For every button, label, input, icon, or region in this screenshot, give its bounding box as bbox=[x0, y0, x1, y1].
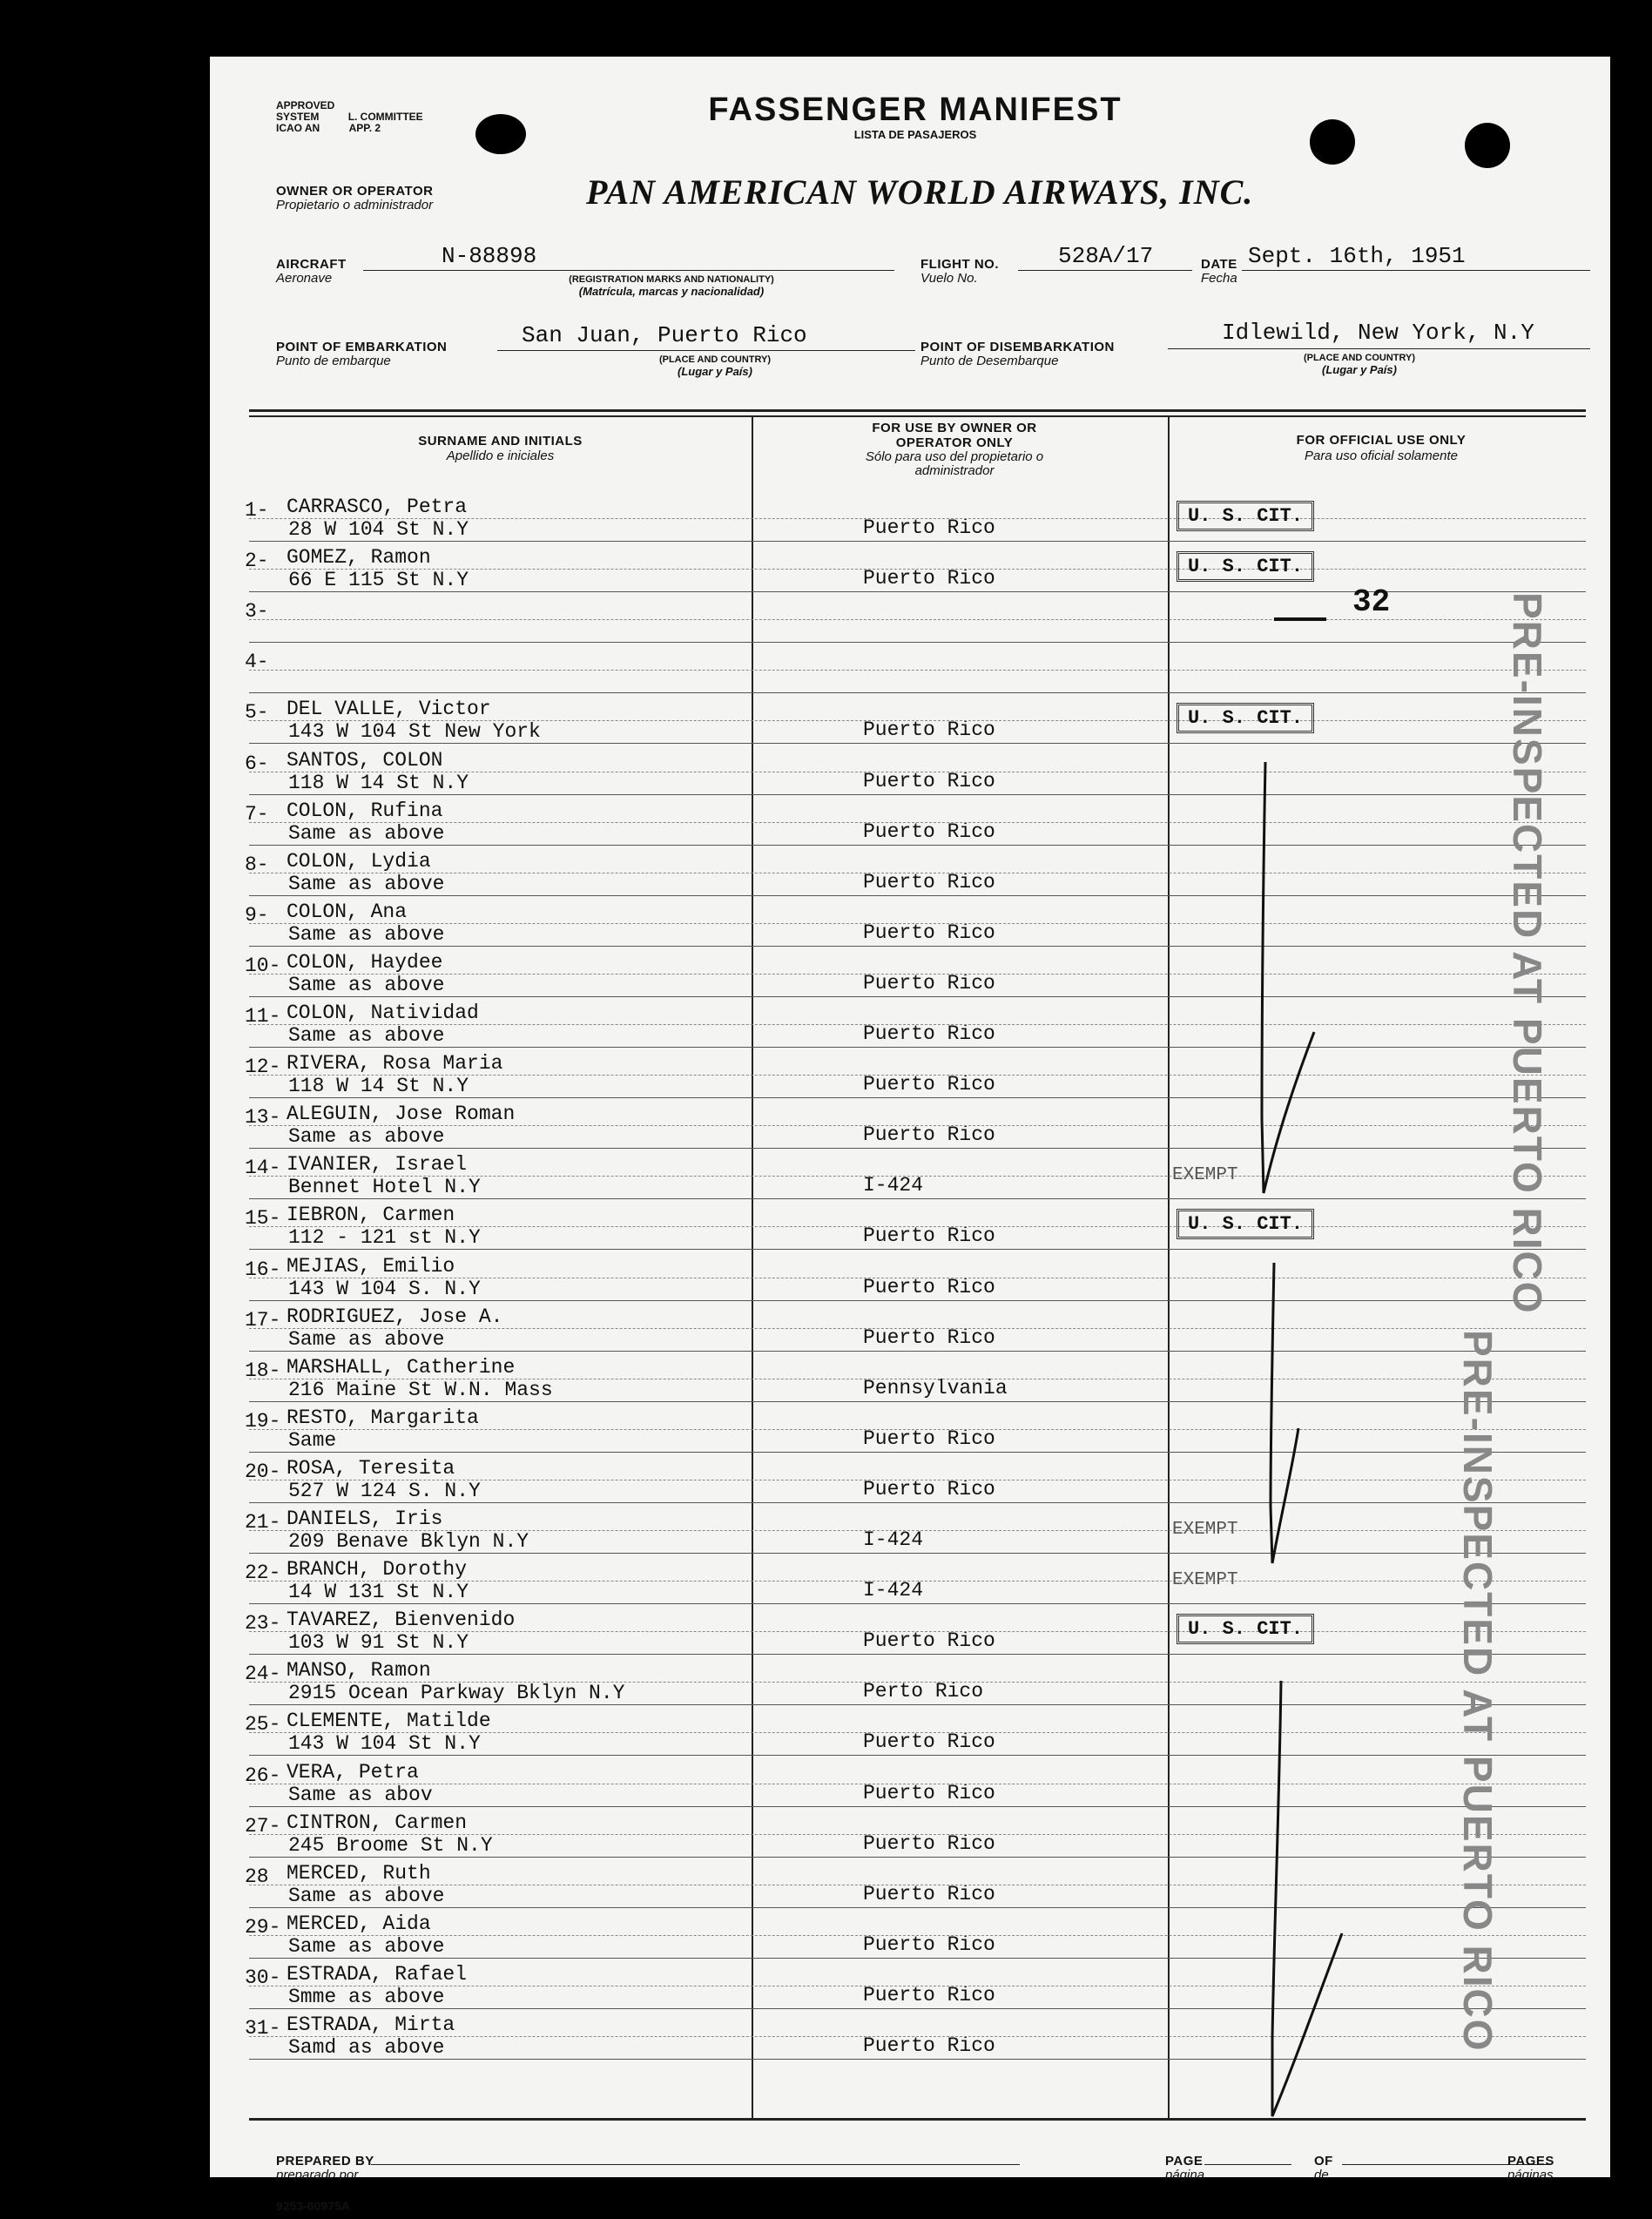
operator-note: Puerto Rico bbox=[863, 1022, 995, 1045]
owner-value: PAN AMERICAN WORLD AIRWAYS, INC. bbox=[586, 172, 1254, 212]
row-number: 26- bbox=[245, 1764, 281, 1787]
passenger-address: Samd as above bbox=[288, 2036, 445, 2059]
operator-note: Puerto Rico bbox=[863, 1426, 995, 1450]
approved-line: ICAO AN bbox=[276, 122, 320, 134]
row-number: 10- bbox=[245, 954, 281, 977]
passenger-name: IEBRON, Carmen bbox=[287, 1204, 455, 1227]
operator-note: Puerto Rico bbox=[863, 1073, 995, 1096]
embark-underline bbox=[497, 350, 915, 351]
col-official-head-es: Para uso oficial solamente bbox=[1305, 449, 1458, 463]
passenger-name: CLEMENTE, Matilde bbox=[287, 1710, 491, 1733]
row-number: 19- bbox=[245, 1409, 281, 1433]
page-underline bbox=[1204, 2164, 1291, 2165]
passenger-name: RIVERA, Rosa Maria bbox=[287, 1052, 503, 1076]
embark-place-note: (PLACE AND COUNTRY) bbox=[658, 354, 772, 365]
owner-label-es: Propietario o administrador bbox=[276, 198, 434, 212]
passenger-address: 143 W 104 St N.Y bbox=[288, 1732, 481, 1756]
operator-note: Puerto Rico bbox=[863, 1730, 995, 1754]
row-baseline bbox=[249, 2008, 1586, 2009]
row-number: 16- bbox=[245, 1258, 281, 1281]
row-baseline bbox=[249, 743, 1586, 744]
operator-note: Puerto Rico bbox=[863, 2034, 995, 2057]
passenger-address: 14 W 131 St N.Y bbox=[288, 1581, 469, 1604]
row-midline bbox=[249, 1429, 1586, 1430]
table-top-rule-2 bbox=[249, 415, 1586, 417]
row-number: 17- bbox=[245, 1308, 281, 1332]
owner-label: OWNER OR OPERATOR bbox=[276, 184, 434, 199]
passenger-name: ROSA, Teresita bbox=[287, 1456, 455, 1480]
row-midline bbox=[249, 974, 1586, 975]
passenger-name: RODRIGUEZ, Jose A. bbox=[287, 1305, 503, 1328]
row-baseline bbox=[249, 1755, 1586, 1756]
row-number: 20- bbox=[245, 1460, 281, 1483]
passenger-address: 209 Benave Bklyn N.Y bbox=[288, 1530, 529, 1553]
row-baseline bbox=[249, 1452, 1586, 1453]
row-midline bbox=[249, 822, 1586, 823]
passenger-name: COLON, Ana bbox=[287, 900, 408, 923]
col-operator-head: FOR USE BY OWNER OR OPERATOR ONLY bbox=[872, 421, 1037, 450]
form-title: FASSENGER MANIFEST bbox=[708, 91, 1123, 128]
disembark-label: POINT OF DISEMBARKATION bbox=[920, 340, 1115, 354]
approved-block bbox=[276, 100, 423, 134]
row-number: 27- bbox=[245, 1814, 281, 1838]
row-baseline bbox=[249, 1907, 1586, 1908]
passenger-address: Same as abov bbox=[288, 1783, 433, 1806]
row-baseline bbox=[249, 1704, 1586, 1705]
of-label-es: de bbox=[1314, 2168, 1329, 2182]
row-number: 18- bbox=[245, 1359, 281, 1382]
operator-note: I-424 bbox=[863, 1528, 924, 1551]
of-label: OF bbox=[1314, 2154, 1333, 2168]
operator-note: Puerto Rico bbox=[863, 1882, 995, 1905]
passenger-address: 143 W 104 St New York bbox=[288, 720, 541, 744]
punch-hole bbox=[1465, 123, 1510, 168]
row-midline bbox=[249, 1075, 1586, 1076]
row-baseline bbox=[249, 1654, 1586, 1655]
aircraft-underline bbox=[363, 270, 894, 271]
row-midline bbox=[249, 518, 1586, 519]
row-number: 15- bbox=[245, 1207, 281, 1231]
flight-label: FLIGHT NO. bbox=[920, 257, 999, 272]
embark-label-es: Punto de embarque bbox=[276, 354, 391, 368]
row-number: 22- bbox=[245, 1561, 281, 1585]
passenger-name: MERCED, Aida bbox=[287, 1912, 431, 1935]
passenger-name: ALEGUIN, Jose Roman bbox=[287, 1103, 516, 1126]
row-baseline bbox=[249, 845, 1586, 846]
punch-hole bbox=[1310, 119, 1355, 165]
manifest-sheet bbox=[210, 57, 1610, 2213]
official-number: 32 bbox=[1352, 584, 1391, 620]
col-surname-head: SURNAME AND INITIALS bbox=[418, 434, 583, 449]
passenger-name: COLON, Haydee bbox=[287, 950, 443, 974]
passenger-address: Same as above bbox=[288, 1327, 445, 1351]
passenger-address: 118 W 14 St N.Y bbox=[288, 771, 469, 794]
passenger-address: Same as above bbox=[288, 1934, 445, 1958]
row-baseline bbox=[249, 1603, 1586, 1604]
exempt-stamp: EXEMPT bbox=[1172, 1570, 1238, 1591]
row-midline bbox=[249, 1935, 1586, 1936]
aircraft-label: AIRCRAFT bbox=[276, 257, 347, 272]
row-number: 25- bbox=[245, 1713, 281, 1737]
table-bottom-rule bbox=[249, 2118, 1586, 2121]
passenger-address: Same as above bbox=[288, 821, 445, 845]
passenger-address: Same as above bbox=[288, 1024, 445, 1047]
operator-note: I-424 bbox=[863, 1579, 924, 1602]
row-number: 21- bbox=[245, 1511, 281, 1534]
passenger-address: 2915 Ocean Parkway Bklyn N.Y bbox=[288, 1682, 625, 1705]
date-label-es: Fecha bbox=[1201, 271, 1237, 286]
row-baseline bbox=[249, 1553, 1586, 1554]
operator-note: Puerto Rico bbox=[863, 1831, 995, 1855]
passenger-address: 527 W 124 S. N.Y bbox=[288, 1479, 481, 1502]
table-top-rule bbox=[249, 409, 1586, 412]
embark-place-note-es: (Lugar y País) bbox=[678, 365, 752, 378]
row-number: 23- bbox=[245, 1612, 281, 1636]
passenger-name: MEJIAS, Emilio bbox=[287, 1254, 455, 1278]
registration-note-es: (Matrícula, marcas y nacionalidad) bbox=[578, 285, 765, 298]
row-baseline bbox=[249, 1249, 1586, 1250]
prepared-underline bbox=[371, 2164, 1020, 2165]
row-midline bbox=[249, 1631, 1586, 1632]
row-number: 3- bbox=[245, 600, 269, 624]
passenger-name: CINTRON, Carmen bbox=[287, 1811, 468, 1834]
disembark-place-note: (PLACE AND COUNTRY) bbox=[1303, 353, 1416, 363]
row-baseline bbox=[249, 1097, 1586, 1098]
us-cit-stamp: U. S. CIT. bbox=[1177, 1209, 1314, 1239]
row-baseline bbox=[249, 1148, 1586, 1149]
passenger-address: Same as above bbox=[288, 922, 445, 946]
passenger-name: COLON, Rufina bbox=[287, 799, 443, 822]
check-mark-2 bbox=[1211, 1254, 1316, 1576]
operator-note: Puerto Rico bbox=[863, 1477, 995, 1501]
official-dash bbox=[1274, 617, 1326, 621]
us-cit-stamp: U. S. CIT. bbox=[1177, 501, 1314, 531]
approved-line: SYSTEM bbox=[276, 111, 320, 123]
approved-line: APPROVED bbox=[276, 99, 335, 111]
row-number: 31- bbox=[245, 2017, 281, 2040]
passenger-name: CARRASCO, Petra bbox=[287, 496, 468, 518]
passenger-name: MERCED, Ruth bbox=[287, 1861, 431, 1885]
row-midline bbox=[249, 1581, 1586, 1582]
row-number: 11- bbox=[245, 1005, 281, 1028]
row-number: 5- bbox=[245, 701, 269, 725]
row-midline bbox=[249, 1834, 1586, 1835]
operator-note: Puerto Rico bbox=[863, 1224, 995, 1248]
row-baseline bbox=[249, 996, 1586, 997]
operator-note: Puerto Rico bbox=[863, 1123, 995, 1147]
disembark-underline bbox=[1168, 348, 1590, 349]
operator-note: Puerto Rico bbox=[863, 1932, 995, 1956]
row-number: 28 bbox=[245, 1865, 269, 1888]
aircraft-label-es: Aeronave bbox=[276, 271, 333, 286]
date-underline bbox=[1242, 270, 1590, 271]
us-cit-stamp: U. S. CIT. bbox=[1177, 703, 1314, 733]
row-number: 1- bbox=[245, 499, 269, 522]
passenger-name: TAVAREZ, Bienvenido bbox=[287, 1609, 516, 1632]
row-midline bbox=[249, 1682, 1586, 1683]
row-baseline bbox=[249, 946, 1586, 947]
operator-note: Puerto Rico bbox=[863, 1629, 995, 1653]
passenger-address: 28 W 104 St N.Y bbox=[288, 518, 469, 541]
passenger-name: VERA, Petra bbox=[287, 1760, 419, 1784]
operator-note: Puerto Rico bbox=[863, 1781, 995, 1804]
operator-note: Puerto Rico bbox=[863, 769, 995, 792]
operator-note: Puerto Rico bbox=[863, 718, 995, 742]
passenger-name: ESTRADA, Rafael bbox=[287, 1962, 468, 1986]
row-baseline bbox=[249, 642, 1586, 643]
row-baseline bbox=[249, 794, 1586, 795]
embark-label: POINT OF EMBARKATION bbox=[276, 340, 448, 354]
form-subtitle: LISTA DE PASAJEROS bbox=[853, 128, 977, 141]
row-midline bbox=[249, 670, 1586, 671]
row-number: 4- bbox=[245, 651, 269, 674]
passenger-name: RESTO, Margarita bbox=[287, 1406, 479, 1429]
flight-value: 528A/17 bbox=[1058, 243, 1154, 269]
operator-note: Pennsylvania bbox=[863, 1376, 1008, 1400]
row-baseline bbox=[249, 1857, 1586, 1858]
row-number: 2- bbox=[245, 550, 269, 573]
passenger-name: MANSO, Ramon bbox=[287, 1659, 431, 1683]
passenger-name: DANIELS, Iris bbox=[287, 1507, 443, 1530]
passenger-address: Same as above bbox=[288, 973, 445, 996]
row-baseline bbox=[249, 1047, 1586, 1048]
passenger-address: 143 W 104 S. N.Y bbox=[288, 1277, 481, 1300]
row-baseline bbox=[249, 1502, 1586, 1503]
row-number: 13- bbox=[245, 1106, 281, 1130]
row-number: 29- bbox=[245, 1915, 281, 1939]
operator-note: Puerto Rico bbox=[863, 870, 995, 894]
disembark-value: Idlewild, New York, N.Y bbox=[1222, 320, 1534, 346]
us-cit-stamp: U. S. CIT. bbox=[1177, 1614, 1314, 1644]
row-baseline bbox=[249, 2059, 1586, 2060]
operator-note: Puerto Rico bbox=[863, 1983, 995, 2007]
row-midline bbox=[249, 1024, 1586, 1025]
passenger-name: MARSHALL, Catherine bbox=[287, 1355, 516, 1379]
passenger-name: ESTRADA, Mirta bbox=[287, 2013, 455, 2036]
operator-note: Puerto Rico bbox=[863, 1325, 995, 1349]
passenger-name: COLON, Natividad bbox=[287, 1002, 479, 1024]
row-baseline bbox=[249, 1958, 1586, 1959]
passenger-address: Smme as above bbox=[288, 1985, 445, 2008]
operator-note: Puerto Rico bbox=[863, 921, 995, 944]
passenger-address: 103 W 91 St N.Y bbox=[288, 1631, 469, 1655]
row-number: 8- bbox=[245, 853, 269, 876]
page-label: PAGE bbox=[1165, 2154, 1204, 2168]
passenger-address: Same as above bbox=[288, 872, 445, 895]
us-cit-stamp: U. S. CIT. bbox=[1177, 551, 1314, 582]
passenger-name: COLON, Lydia bbox=[287, 849, 431, 873]
passenger-name: SANTOS, COLON bbox=[287, 748, 443, 772]
row-midline bbox=[249, 923, 1586, 924]
embark-value: San Juan, Puerto Rico bbox=[522, 322, 807, 348]
operator-note: Puerto Rico bbox=[863, 567, 995, 590]
disembark-label-es: Punto de Desembarque bbox=[920, 354, 1059, 368]
passenger-address: Same as above bbox=[288, 1884, 445, 1907]
row-baseline bbox=[249, 1198, 1586, 1199]
pages-label: PAGES bbox=[1507, 2154, 1554, 2168]
date-value: Sept. 16th, 1951 bbox=[1248, 243, 1466, 269]
preinspected-stamp: PRE-INSPECTED AT PUERTO RICO bbox=[1505, 592, 1550, 1315]
pages-label-es: páginas bbox=[1507, 2168, 1554, 2182]
passenger-name: IVANIER, Israel bbox=[287, 1153, 468, 1177]
passenger-name: GOMEZ, Ramon bbox=[287, 546, 431, 570]
date-label: DATE bbox=[1201, 257, 1237, 272]
exempt-stamp: EXEMPT bbox=[1172, 1165, 1238, 1186]
row-number: 6- bbox=[245, 752, 269, 775]
row-midline bbox=[249, 720, 1586, 721]
exempt-stamp: EXEMPT bbox=[1172, 1520, 1238, 1540]
row-baseline bbox=[249, 1300, 1586, 1301]
row-baseline bbox=[249, 1351, 1586, 1352]
operator-note: I-424 bbox=[863, 1174, 924, 1197]
punch-hole bbox=[475, 114, 526, 154]
registration-note: (REGISTRATION MARKS AND NATIONALITY) bbox=[569, 274, 774, 285]
passenger-address: 245 Broome St N.Y bbox=[288, 1833, 493, 1857]
approved-line: L. COMMITTEE bbox=[347, 111, 423, 123]
row-number: 14- bbox=[245, 1157, 281, 1180]
passenger-address: 216 Maine St W.N. Mass bbox=[288, 1378, 553, 1401]
operator-note: Puerto Rico bbox=[863, 819, 995, 843]
row-number: 9- bbox=[245, 903, 269, 927]
approved-line: APP. 2 bbox=[348, 122, 381, 134]
row-number: 12- bbox=[245, 1056, 281, 1079]
row-midline bbox=[249, 1226, 1586, 1227]
passenger-address: Same bbox=[288, 1428, 337, 1452]
col-surname-head-es: Apellido e iniciales bbox=[446, 449, 555, 463]
row-number: 24- bbox=[245, 1663, 281, 1686]
flight-underline bbox=[1018, 270, 1192, 271]
form-number: 9253-60975A bbox=[276, 2199, 350, 2213]
row-baseline bbox=[249, 692, 1586, 693]
row-baseline bbox=[249, 541, 1586, 542]
passenger-address: 118 W 14 St N.Y bbox=[288, 1075, 469, 1098]
row-midline bbox=[249, 1530, 1586, 1531]
row-baseline bbox=[249, 895, 1586, 896]
col-official-head: FOR OFFICIAL USE ONLY bbox=[1296, 433, 1467, 448]
flight-label-es: Vuelo No. bbox=[920, 271, 978, 286]
operator-note: Puerto Rico bbox=[863, 1275, 995, 1298]
prepared-label-es: preparado por bbox=[276, 2168, 359, 2182]
check-mark-1 bbox=[1211, 753, 1316, 1206]
row-number: 7- bbox=[245, 802, 269, 826]
col-operator-head-es: Sólo para uso del propietario o administrador bbox=[865, 449, 1044, 478]
page-label-es: página bbox=[1165, 2168, 1205, 2182]
operator-note: Perto Rico bbox=[863, 1680, 984, 1703]
row-midline bbox=[249, 2036, 1586, 2037]
passenger-name: BRANCH, Dorothy bbox=[287, 1558, 468, 1582]
row-midline bbox=[249, 1125, 1586, 1126]
row-number: 30- bbox=[245, 1966, 281, 1989]
row-midline bbox=[249, 1176, 1586, 1177]
passenger-address: 66 E 115 St N.Y bbox=[288, 569, 469, 592]
passenger-address: Bennet Hotel N.Y bbox=[288, 1176, 481, 1199]
passenger-name: DEL VALLE, Victor bbox=[287, 698, 491, 721]
passenger-address: Same as above bbox=[288, 1125, 445, 1149]
preinspected-stamp: PRE-INSPECTED AT PUERTO RICO bbox=[1455, 1330, 1500, 2053]
aircraft-value: N-88898 bbox=[442, 243, 537, 269]
operator-note: Puerto Rico bbox=[863, 971, 995, 995]
operator-note: Puerto Rico bbox=[863, 516, 995, 539]
passenger-address: 112 - 121 st N.Y bbox=[288, 1226, 481, 1250]
row-midline bbox=[249, 1328, 1586, 1329]
row-midline bbox=[249, 569, 1586, 570]
row-baseline bbox=[249, 1806, 1586, 1807]
row-baseline bbox=[249, 1401, 1586, 1402]
check-mark-3 bbox=[1211, 1672, 1359, 2125]
prepared-label: PREPARED BY bbox=[276, 2154, 374, 2168]
row-midline bbox=[249, 1732, 1586, 1733]
disembark-place-note-es: (Lugar y País) bbox=[1322, 363, 1397, 376]
